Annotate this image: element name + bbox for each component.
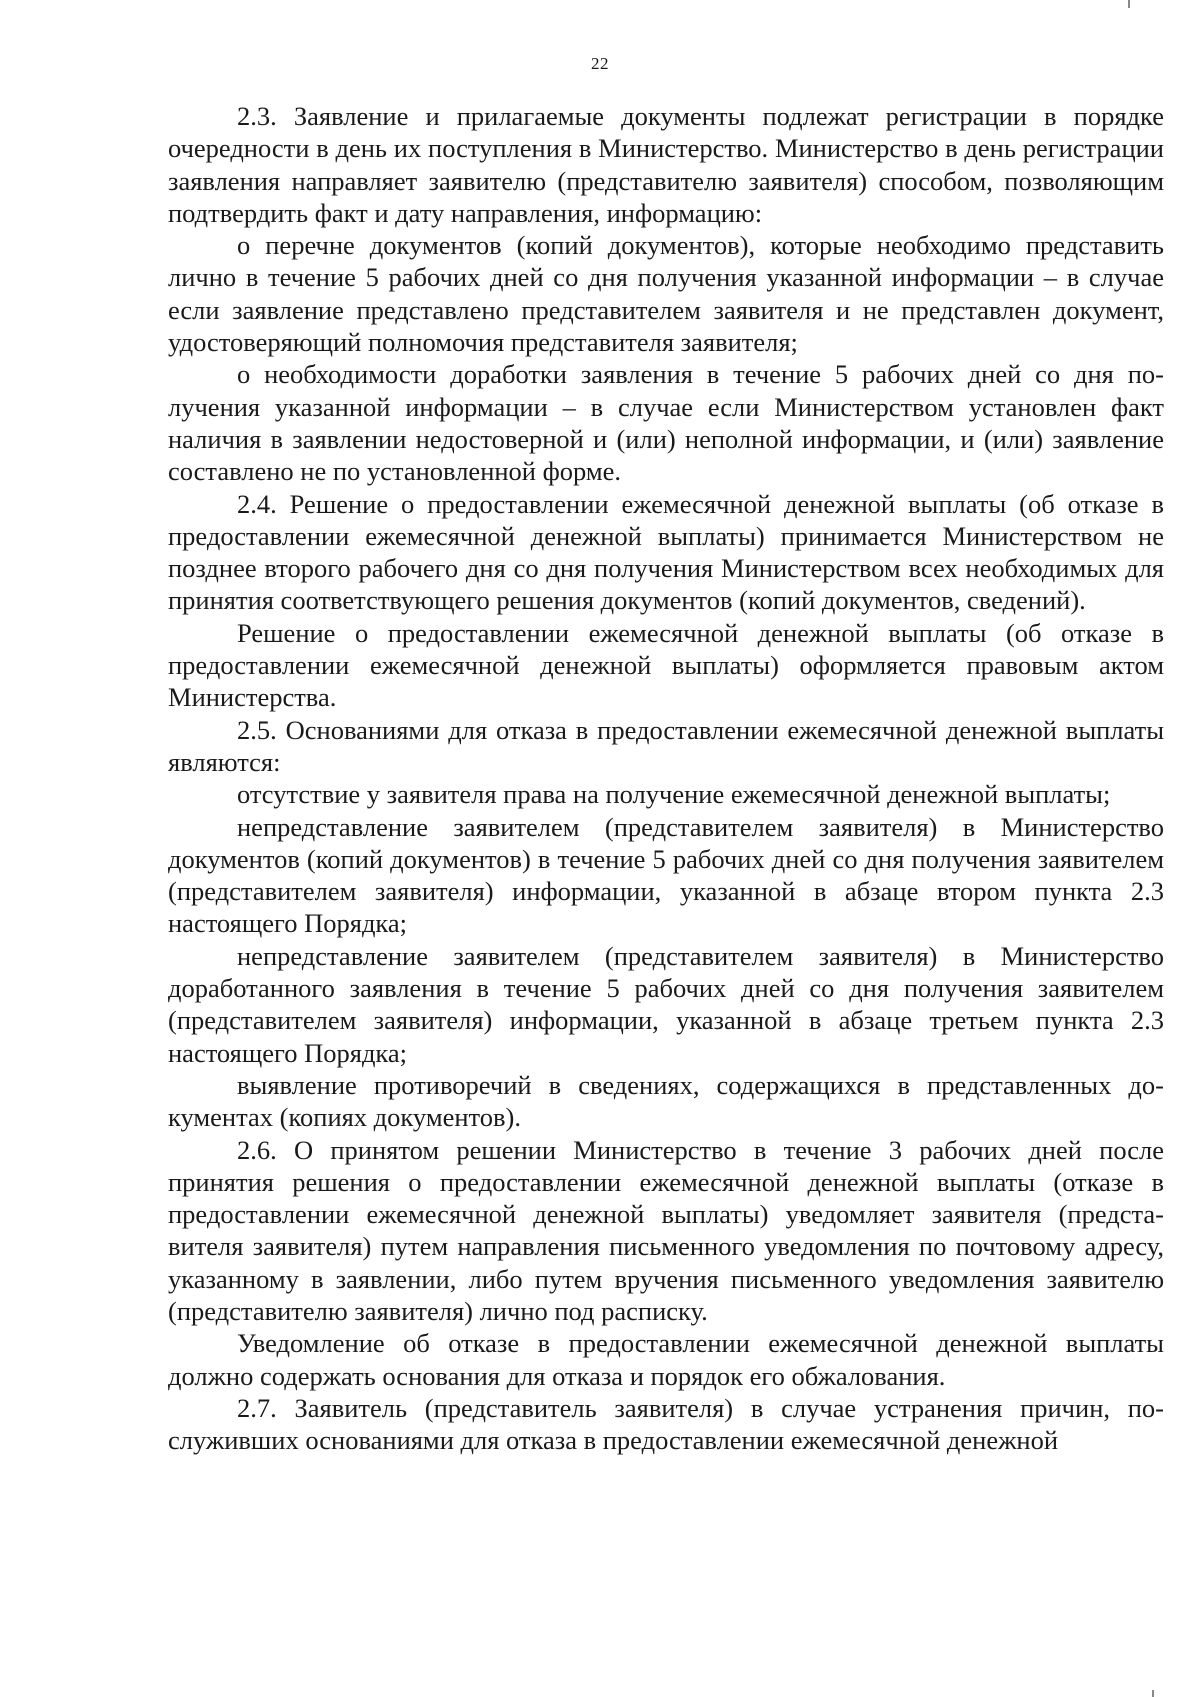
paragraph: 2.6. О принятом решении Министерство в течение 3 рабочих дней после принятия решения о предоставлении ежемесячной денежной выплаты (отказе в предоставлении ежемесячной денежной выплаты) уведомляет заявителя (представителя заявителя) путем направления письменного уведомления по почтовому адресу, указанному в заявлении, либо путем вручения письменного уведомления заявителю (представителю заявителя) лично под расписку. (168, 1134, 1164, 1326)
paragraph: 2.5. Основаниями для отказа в предоставлении ежемесячной денежной выплаты являются: (168, 714, 1164, 777)
paragraph: отсутствие у заявителя права на получение ежемесячной денежной выплаты; (237, 779, 1111, 810)
paragraph: Решение о предоставлении ежемесячной денежной выплаты (об отказе в предоставлении ежемесячной денежной выплаты) оформляется правовым актом Министерства. (168, 617, 1164, 713)
paragraph: о необходимости доработки заявления в течение 5 рабочих дней со дня получения указанной информации – в случае если Министерством установлен факт наличия в заявлении недостоверной и (или) неполной информации, и (или) заявление составлено не по установленной форме. (168, 359, 1164, 487)
document-body (168, 100, 1164, 1456)
paragraph: 2.4. Решение о предоставлении ежемесячной денежной выплаты (об отказе в предоставлении ежемесячной денежной выплаты) принимается Министерством не позднее второго рабочего дня со дня получения Министерством всех необходимых для принятия соответствующего решения документов (копий документов, сведений). (168, 488, 1164, 616)
paragraph: непредставление заявителем (представителем заявителя) в Министерство документов (копий документов) в течение 5 рабочих дней со дня получения заявителем (представителем заявителя) информации, указанной в абзаце втором пункта 2.3 настоящего Порядка; (168, 811, 1164, 939)
scan-edge-mark (1128, 0, 1130, 8)
paragraph: 2.3. Заявление и прилагаемые документы подлежат регистрации в порядке очередности в день их поступления в Министерство. Министерство в день регистрации заявления направляет заявителю (представителю заявителя) способом, позволяющим подтвердить факт и дату направления, информацию: (168, 101, 1164, 228)
paragraph: Уведомление об отказе в предоставлении ежемесячной денежной выплаты должно содержать основания для отказа и порядок его обжалования. (168, 1328, 1164, 1391)
paragraph: непредставление заявителем (представителем заявителя) в Министерство доработанного заявления в течение 5 рабочих дней со дня получения заявителем (представителем заявителя) информации, указанной в абзаце третьем пункта 2.3 настоящего Порядка; (168, 940, 1164, 1068)
paragraph: выявление противоречий в сведениях, содержащихся в представленных документах (копиях документов). (168, 1069, 1164, 1133)
paragraph: 2.7. Заявитель (представитель заявителя) в случае устранения причин, послуживших основаниями для отказа в предоставлении ежемесячной денежной (168, 1392, 1164, 1456)
paragraph: о перечне документов (копий документов), которые необходимо представить лично в течение 5 рабочих дней со дня получения указанной информации – в случае если заявление представлено представителем заявителя и не представлен документ, удостоверяющий полномочия представителя заявителя; (168, 230, 1164, 358)
scan-edge-mark (1152, 1690, 1154, 1697)
page-number: 22 (591, 54, 609, 73)
